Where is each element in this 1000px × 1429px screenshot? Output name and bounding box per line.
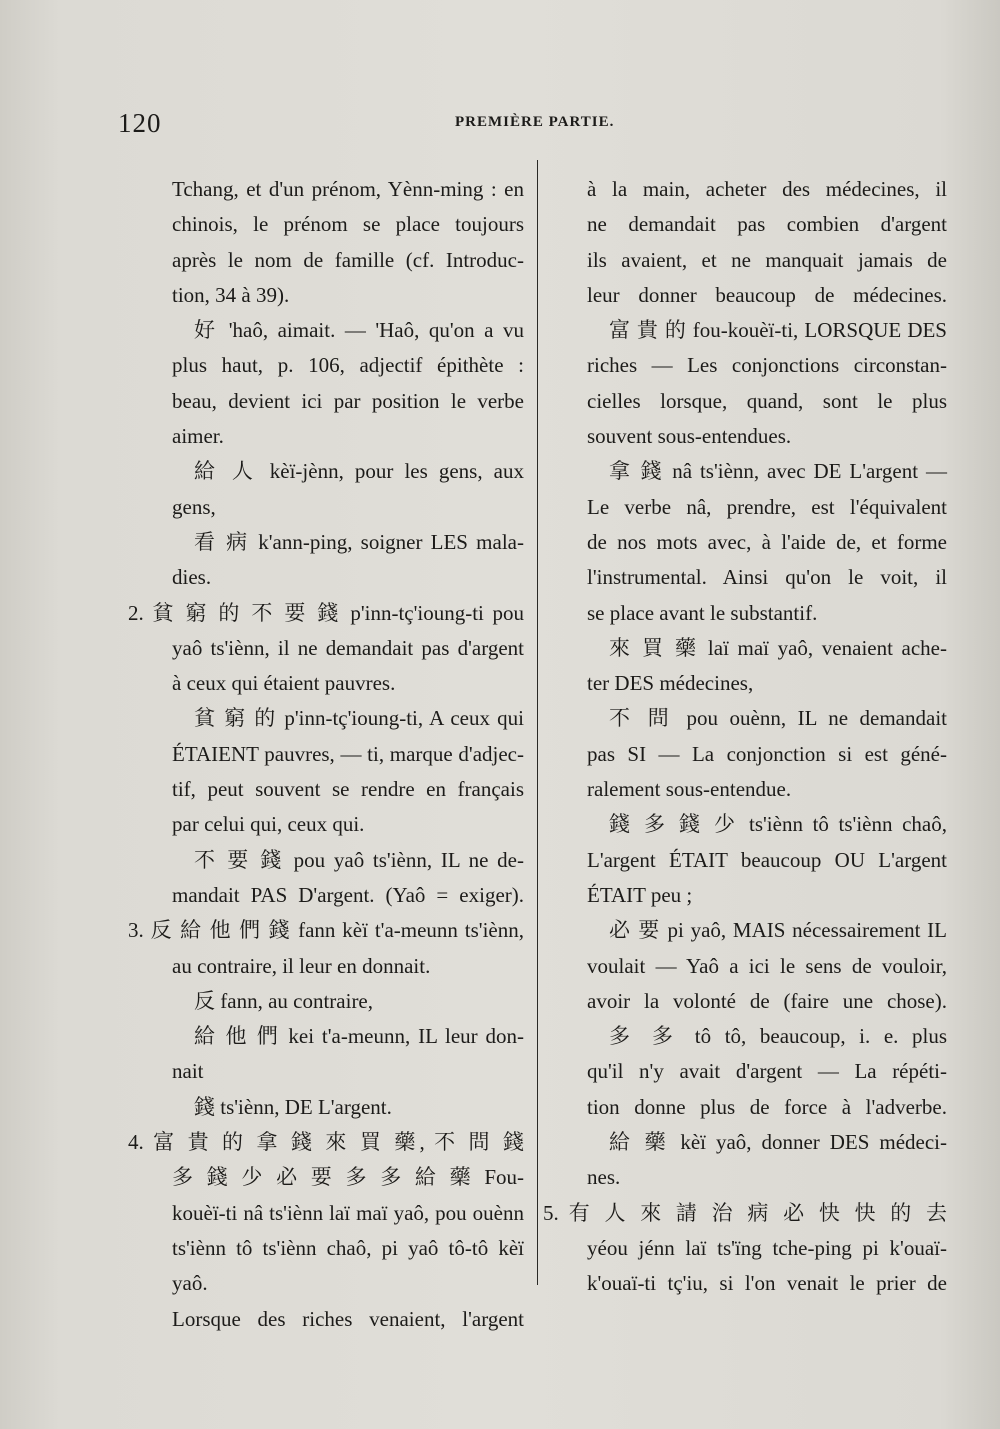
text-line: riches — Les conjonctions circonstan-: [587, 353, 947, 378]
text-line: kouèï-ti nâ ts'iènn laï maï yaô, pou ouènn: [172, 1200, 524, 1225]
page-number: 120: [118, 108, 162, 138]
text-line: se place avant le substantif.: [587, 600, 818, 625]
text-line: yéou jénn laï ts'ïng tche-ping pi k'ouaï-: [587, 1235, 947, 1260]
text-line: k'ouaï-ti tç'iu, si l'on venait le prier de: [587, 1271, 947, 1296]
text-line: 錢 ts'iènn, DE L'argent.: [194, 1094, 392, 1119]
text-line: 錢 多 錢 少 ts'iènn tô ts'iènn chaô,: [609, 812, 947, 837]
numbered-entry-5: 5. 有 人 來 請 治 病 必 快 快 的 去: [543, 1200, 947, 1225]
text-line: 好 'haô, aimait. — 'Haô, qu'on a vu: [194, 318, 524, 343]
running-head: PREMIÈRE PARTIE.: [455, 114, 615, 130]
text-line: mandait PAS D'argent. (Yaô = exiger).: [172, 882, 524, 907]
text-line: 拿 錢 nâ ts'iènn, avec DE L'argent —: [609, 459, 947, 484]
text-line: qu'il n'y avait d'argent — La répéti-: [587, 1059, 947, 1084]
text-line: tif, peut souvent se rendre en français: [172, 777, 524, 802]
text-line: Lorsque des riches venaient, l'argent: [172, 1306, 524, 1331]
text-line: 反 fann, au contraire,: [194, 988, 374, 1013]
text-line: souvent sous-entendues.: [587, 424, 792, 449]
text-line: 給 人 kèï-jènn, pour les gens, aux: [194, 459, 524, 484]
text-line: dies.: [172, 565, 212, 590]
text-line: ne demandait pas combien d'argent: [587, 212, 947, 237]
text-line: plus haut, p. 106, adjectif épithète :: [172, 353, 524, 378]
text-line: de nos mots avec, à l'aide de, et forme: [587, 529, 947, 554]
text-line: à ceux qui étaient pauvres.: [172, 671, 396, 696]
text-line: avoir la volonté de (faire une chose).: [587, 988, 947, 1013]
text-line: nait: [172, 1059, 204, 1084]
text-line: ils avaient, et ne manquait jamais de: [587, 247, 947, 272]
text-line: ÉTAIT peu ;: [587, 882, 693, 907]
text-line: 來 買 藥 laï maï yaô, venaient ache-: [609, 635, 947, 660]
text-line: 必 要 pi yaô, MAIS nécessairement IL: [609, 918, 947, 943]
text-line: gens,: [172, 494, 216, 519]
text-line: tion donne plus de force à l'adverbe.: [587, 1094, 947, 1119]
text-line: L'argent ÉTAIT beaucoup OU L'argent: [587, 847, 947, 872]
text-line: tion, 34 à 39).: [172, 282, 290, 307]
text-line: leur donner beaucoup de médecines.: [587, 282, 947, 307]
text-line: cielles lorsque, quand, sont le plus: [587, 388, 947, 413]
text-line: ÉTAIENT pauvres, — ti, marque d'adjec-: [172, 741, 524, 766]
text-line: 多 多 tô tô, beaucoup, i. e. plus: [609, 1024, 947, 1049]
text-line: au contraire, il leur en donnait.: [172, 953, 431, 978]
text-line: ts'iènn tô ts'iènn chaô, pi yaô tô-tô kèï yaô.: [172, 1235, 524, 1296]
numbered-entry-2: 2. 貧 窮 的 不 要 錢 p'inn-tç'ioung-ti pou: [128, 600, 524, 625]
numbered-entry-4: 4. 富 貴 的 拿 錢 來 買 藥, 不 問 錢: [128, 1130, 524, 1155]
text-line: yaô ts'iènn, il ne demandait pas d'argent: [172, 635, 524, 660]
text-line: 不 問 pou ouènn, IL ne demandait: [609, 706, 947, 731]
right-column: [543, 172, 947, 1302]
column-divider: [537, 160, 538, 1285]
text-line: aimer.: [172, 424, 224, 449]
text-line: après le nom de famille (cf. Introduc-: [172, 247, 524, 272]
text-line: 看 病 k'ann-ping, soigner LES mala-: [194, 529, 524, 554]
text-line: 不 要 錢 pou yaô ts'iènn, IL ne de-: [194, 847, 524, 872]
text-line: beau, devient ici par position le verbe: [172, 388, 524, 413]
text-line: ralement sous-entendue.: [587, 777, 792, 802]
text-line: par celui qui, ceux qui.: [172, 812, 365, 837]
text-line: Tchang, et d'un prénom, Yènn-ming : en: [172, 177, 524, 201]
text-line: chinois, le prénom se place toujours: [172, 212, 524, 237]
text-line: 富 貴 的 fou-kouèï-ti, LORSQUE DES: [609, 318, 947, 343]
text-line: à la main, acheter des médecines, il: [587, 177, 947, 201]
text-line: 給 他 們 kei t'a-meunn, IL leur don-: [194, 1024, 524, 1049]
text-line: l'instrumental. Ainsi qu'on le voit, il: [587, 565, 947, 590]
text-line: nes.: [587, 1165, 621, 1190]
numbered-entry-3: 3. 反 給 他 們 錢 fann kèï t'a-meunn ts'iènn,: [128, 918, 524, 943]
text-line: 貧 窮 的 p'inn-tç'ioung-ti, A ceux qui: [194, 706, 524, 731]
text-line: pas SI — La conjonction si est géné-: [587, 741, 947, 766]
text-line: voulait — Yaô a ici le sens de vouloir,: [587, 953, 947, 978]
text-line: 多 錢 少 必 要 多 多 給 藥 Fou-: [172, 1165, 524, 1190]
left-column: [128, 172, 524, 1337]
text-line: Le verbe nâ, prendre, est l'équivalent: [587, 494, 947, 519]
text-line: ter DES médecines,: [587, 671, 754, 696]
text-line: 給 藥 kèï yaô, donner DES médeci-: [609, 1130, 947, 1155]
